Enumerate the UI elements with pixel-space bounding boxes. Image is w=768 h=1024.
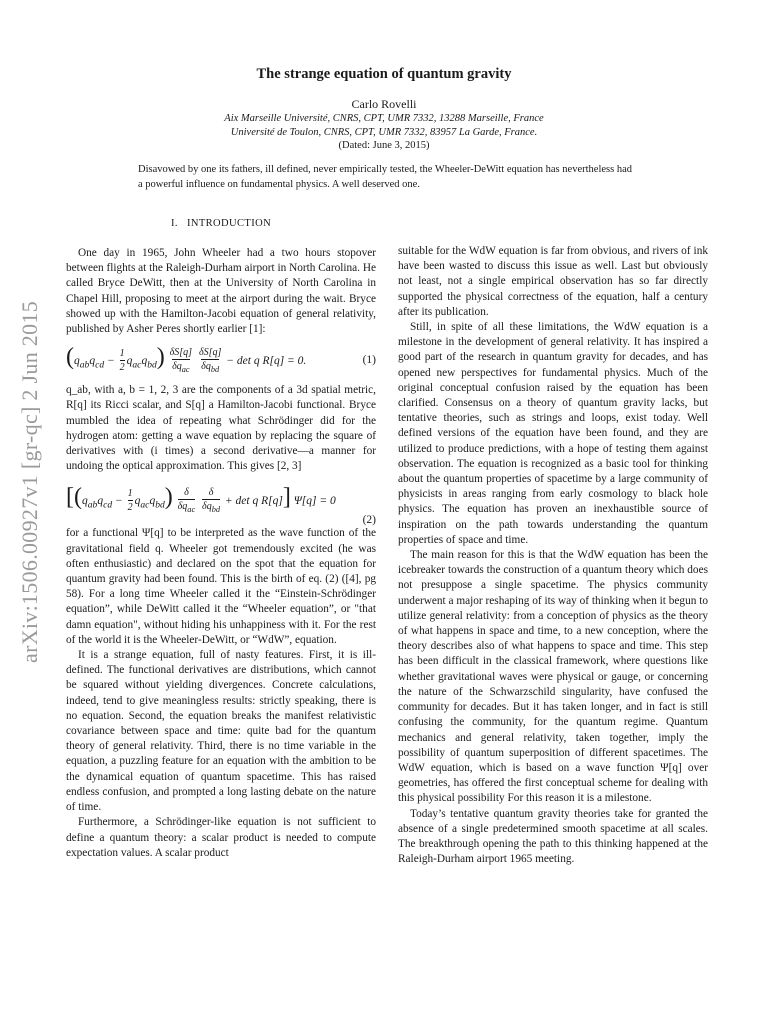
paragraph-right-4: Today’s tentative quantum gravity theories take for granted the absence of a single predetermined smooth spacetime at all scales. The breakthrough opening the path to this thinking happened at the Raleigh-Durham airport 1965 meeting. bbox=[398, 807, 708, 866]
paragraph-right-2: Still, in spite of all these limitations, the WdW equation is a milestone in the development of general relativity. It has inspired a good part of the research in quantum gravity for decades, and has opened new perspectives for fundamental physics. Much of the original conceptual confusion raised by the equation has been clarified. Consensus on a theory of quantum gravity lacks, but tentative theories, such as strings and loops, exist today. Well defined versions of the equation have been found, and they are utilized to produce predictions, with a hope of testing them against observation. The equation is recognized as a basic tool for thinking about the quantum properties of spacetime by a large community of physicists in areas ranging from early cosmology to black hole physics. The equation has proven an inexhaustible source of inspiration on the path towards understanding the quantum properties of space and time. bbox=[398, 321, 708, 546]
arxiv-identifier-stamp bbox=[16, 262, 44, 702]
affiliation-1: Aix Marseille Université, CNRS, CPT, UMR 7332, 13288 Marseille, France bbox=[224, 113, 544, 124]
paragraph-intro-2: q_ab, with a, b = 1, 2, 3 are the components of a 3d spatial metric, R[q] its Ricci scalar, and S[q] a Hamilton-Jacobi functional. Bryce mumbled the idea of repeating what Schrödinger did for the hydrogen atom: getting a wave equation by replacing the square of derivatives with (i times) a second derivative—a manner for undoing the optical approximation. This gives [2, 3] bbox=[66, 384, 376, 473]
paragraph-intro-5: Furthermore, a Schrödinger-like equation is not sufficient to define a quantum theory: a scalar product is needed to compute expectation values. A scalar product bbox=[66, 816, 376, 859]
paragraph-intro-4: It is a strange equation, full of nasty features. First, it is ill-defined. The functional derivatives are distributions, which cannot be squared without yielding divergences. Concrete calculations, indeed, tend to give meaningless results: strictly speaking, there is no equation. Second, the equation breaks the manifest relativistic covariance between space and time: quite bad for the quantum theory of general relativity. Third, there is no time variable in the equation, a puzzling feature for an equation with the ambition to be the dynamical equation of quantum spacetime. This has raised endless confusion, and prompted a long lasting debate on the nature of time. bbox=[66, 649, 376, 814]
section-heading bbox=[66, 216, 376, 236]
paragraph-intro-1: One day in 1965, John Wheeler had a two hours stopover between flights at the Raleigh-Durham airport in North Carolina. He called Bryce DeWitt, then at the University of North Carolina in Chapel Hill, proposing to meet at the airport during the wait. Bryce showed up with the Hamilton-Jacobi equation of general relativity, published by Asher Peres shortly earlier [1]: bbox=[66, 247, 376, 336]
paragraph-intro-3: for a functional Ψ[q] to be interpreted as the wave function of the gravitational field q. Wheeler got tremendously excited (he was often enthusiastic) and declared on the spot that the equation for quantum gravity had been found. This is the birth of eq. (2) ([4], pg 58). For a long time Wheeler called it the “Einstein-Schrödinger equation”, while DeWitt called it the “Wheeler equation”, or "that damn equation", without hiding his unhappiness with it. For the rest of the world it is the Wheeler-DeWitt, or “WdW”, equation. bbox=[66, 527, 376, 646]
arxiv-id-text: arXiv:1506.00927v1 [gr-qc] 2 Jun 2015 bbox=[17, 301, 42, 663]
affiliation-2: Université de Toulon, CNRS, CPT, UMR 7332, 83957 La Garde, France. bbox=[230, 127, 538, 138]
date-line: (Dated: June 3, 2015) bbox=[338, 140, 430, 151]
equation-2-body: [($q_{ab}q_{cd}$ − $\frac{1}{2}$ $q_{ac}q_{bd}$) $\frac{\delta}{\delta q_{ac}}$ $\frac{\delta}{\delta q_{bd}}$ + det q R[q]] Ψ[q] = 0 bbox=[66, 484, 336, 514]
section-title: INTRODUCTION bbox=[186, 218, 272, 229]
equation-2 bbox=[66, 474, 376, 526]
section-number: I. bbox=[170, 218, 178, 229]
left-column bbox=[66, 218, 376, 861]
paragraph-right-3: The main reason for this is that the WdW equation has been the icebreaker towards the construction of a quantum theory which does not presuppose a single spacetime. The physics community underwent a major reshaping of its way of thinking when it begun to utilize general relativity: from a conception of physics as the theory of what happens in space and time, to a new conception, where the theory describes also of what happens to space and time. This step has been difficult in the classical framework, where questions like whether gravitational waves were physical or gauge, or concerning the nature of the Schwarzschild singularity, have confused the community for decades. But it has taken longer, and in fact is still confusing the community, for the quantum regime. Quantum mechanics and general relativity, taken together, imply the possibility of quantum superposition of different spacetimes. The WdW equation, which is based on a wave function Ψ[q] over geometries, has offered the first conceptual scheme for dealing with this physical possibility For this reason it is a milestone. bbox=[398, 549, 708, 805]
equation-2-number: (2) bbox=[362, 514, 376, 527]
right-column bbox=[398, 244, 708, 867]
equation-1 bbox=[66, 337, 376, 383]
author-name: Carlo Rovelli bbox=[351, 97, 417, 111]
abstract: Disavowed by one its fathers, ill defined, never empirically tested, the Wheeler-DeWitt equation has nevertheless had a powerful influence on fundamental physics. A well deserved one. bbox=[138, 164, 632, 190]
paragraph-right-1: suitable for the WdW equation is far from obvious, and rivers of ink have been wasted to discuss this issue as well. Last but obviously not least, not a single empirical observation has so far directly supported the physical correctness of the equation, half a century after its publication. bbox=[398, 245, 708, 318]
paper-title: The strange equation of quantum gravity bbox=[256, 66, 512, 82]
equation-1-number: (1) bbox=[362, 353, 376, 366]
equation-1-body: ($q_{ab}q_{cd}$ − $\frac{1}{2}$ $q_{ac}q_{bd}$) $\frac{\delta S[q]}{\delta q_{ac}}$ $\frac{\delta S[q]}{\delta q_{bd}}$ − det q R[q] = 0. bbox=[66, 343, 307, 374]
